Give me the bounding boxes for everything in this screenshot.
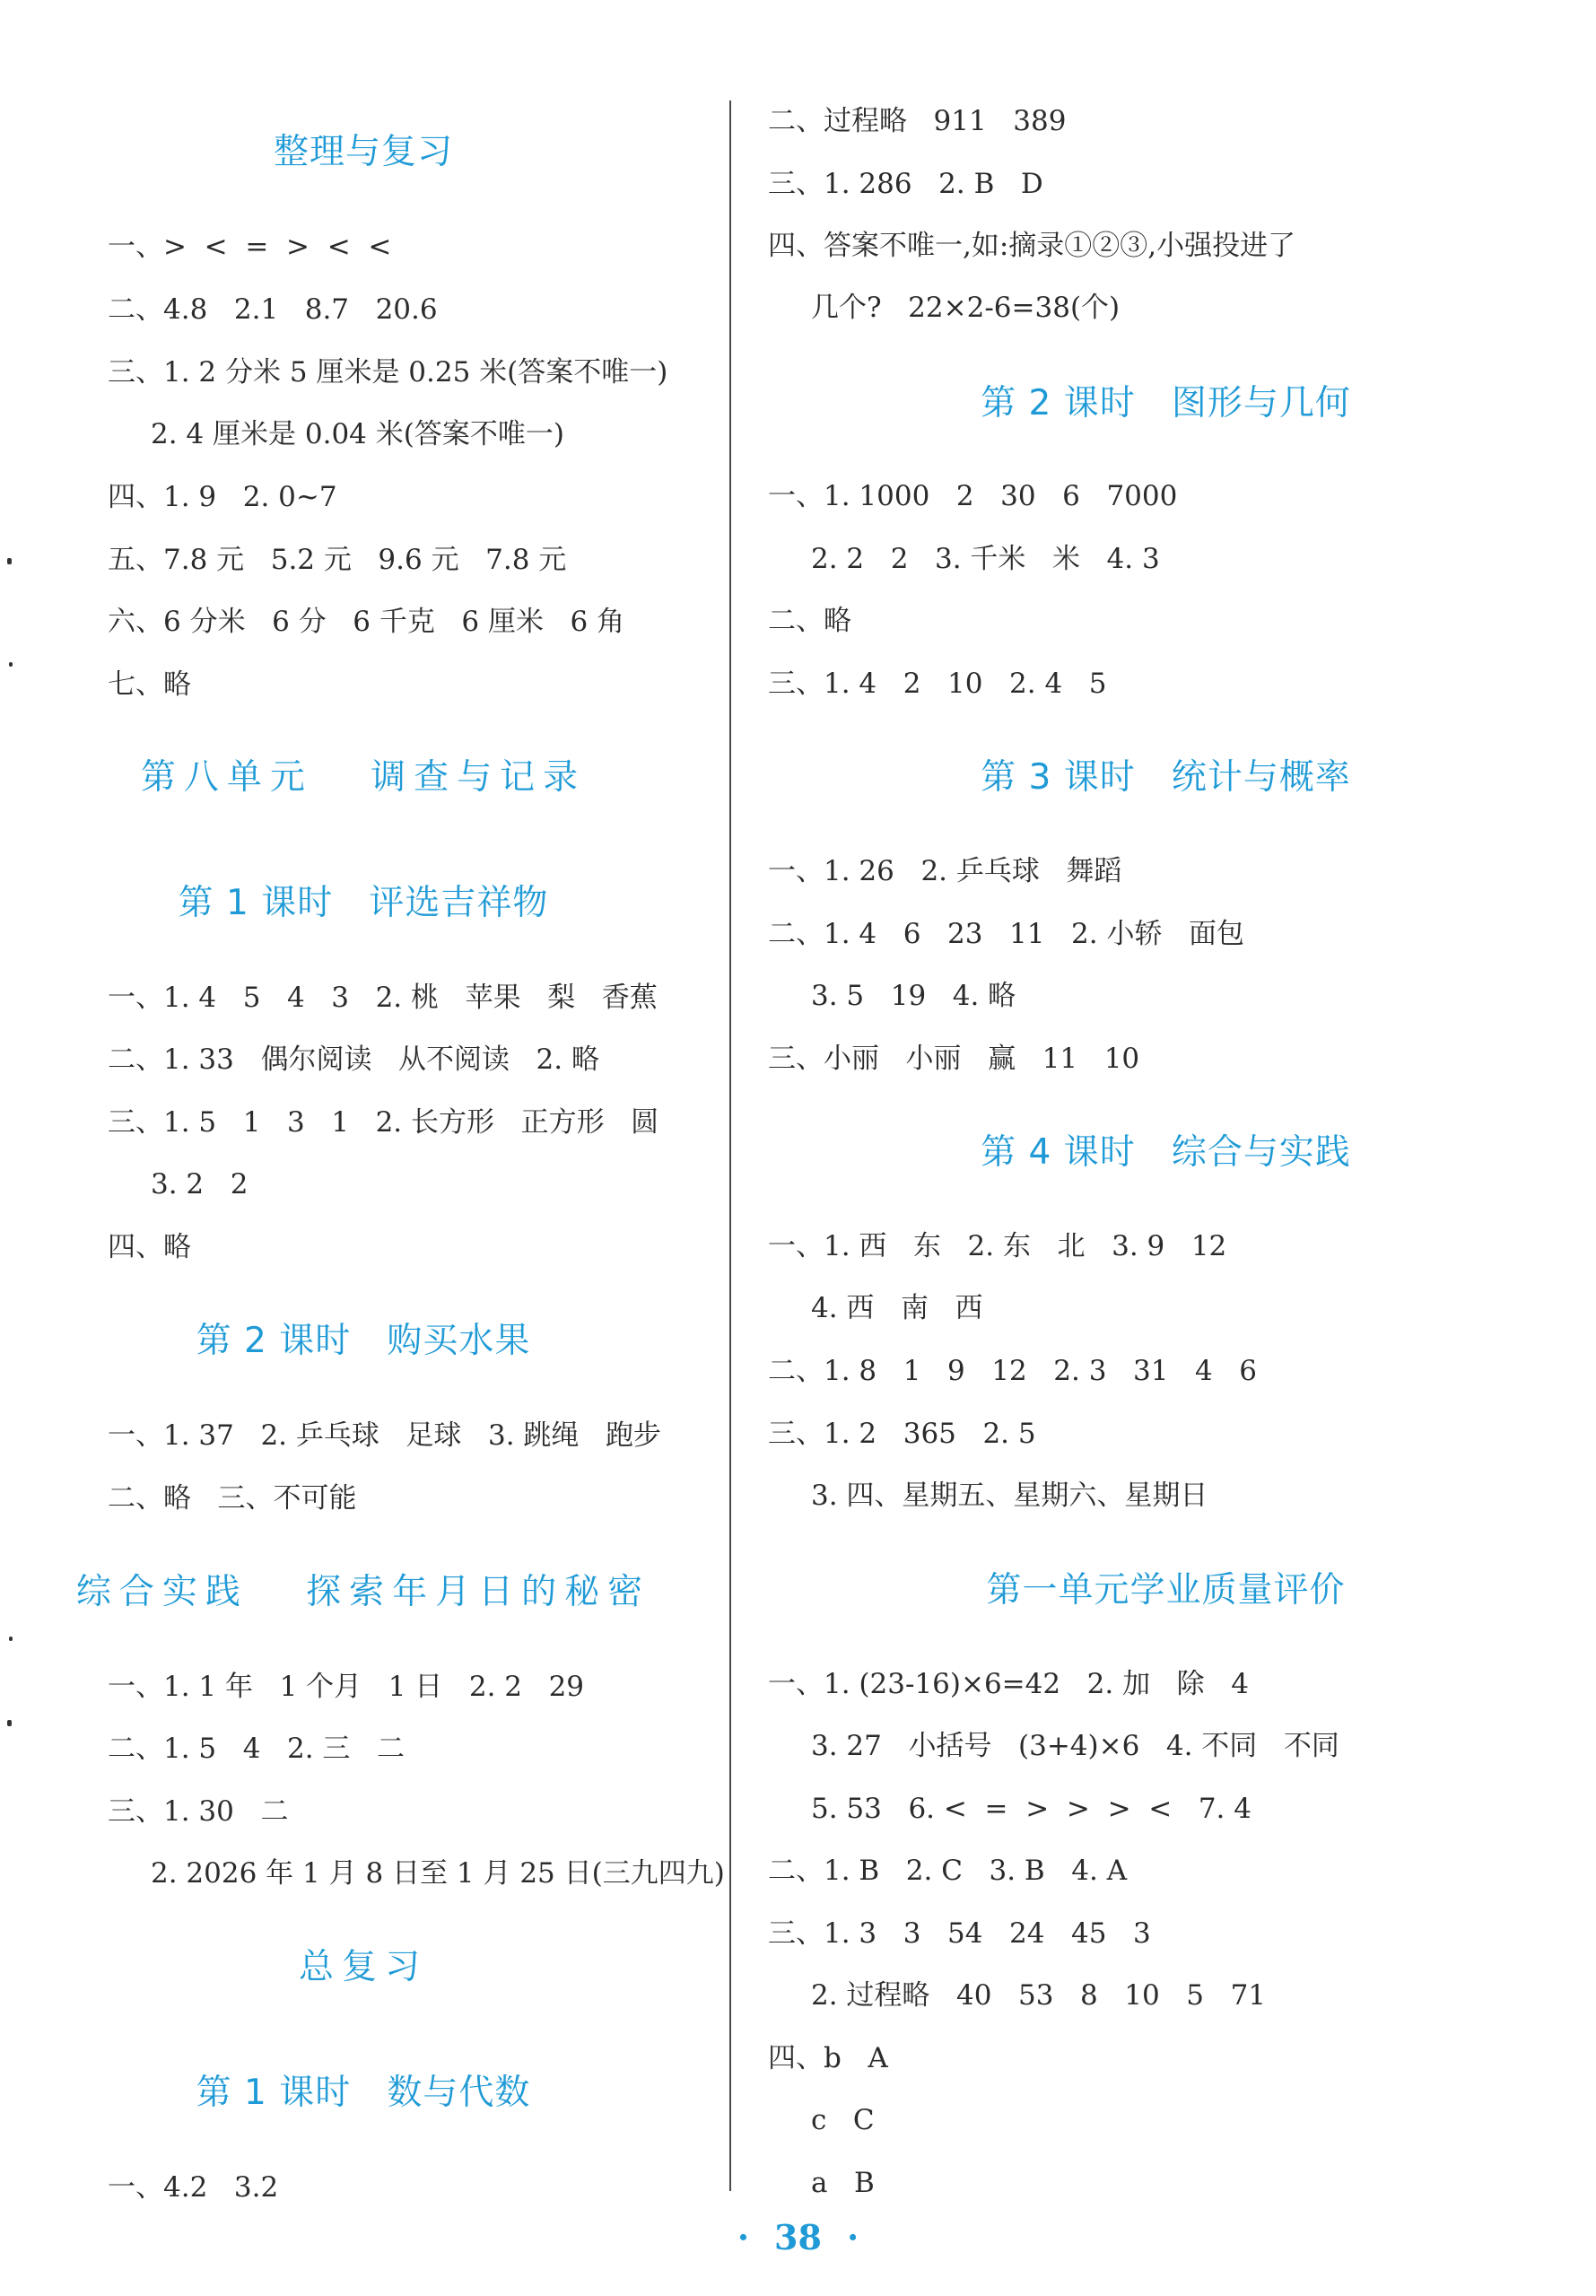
answer-line: 一、1. (23-16)×6=42 2. 加 除 4 (768, 1668, 1249, 1700)
answer-line: 一、4.2 3.2 (108, 2171, 279, 2204)
page-number (0, 2216, 1596, 2259)
answer-line: 二、1. 33 偶尔阅读 从不阅读 2. 略 (108, 1043, 599, 1076)
answer-line: 三、1. 5 1 3 1 2. 长方形 正方形 圆 (108, 1106, 659, 1139)
answer-line: 3. 四、星期五、星期六、星期日 (811, 1480, 1208, 1512)
answer-line: 3. 2 2 (151, 1168, 249, 1200)
answer-line: 二、1. 5 4 2. 三 二 (108, 1733, 405, 1765)
section-heading: 第八单元 调查与记录 (140, 757, 587, 798)
section-heading: 第 4 课时 综合与实践 (981, 1132, 1351, 1173)
page-number-dot-right: · (846, 2217, 859, 2257)
answer-line: 四、1. 9 2. 0~7 (108, 481, 337, 513)
page-number-dot-left: · (737, 2217, 750, 2257)
column-divider (729, 100, 731, 2191)
answer-line: 3. 27 小括号 (3+4)×6 4. 不同 不同 (811, 1730, 1339, 1762)
answer-line: 七、略 (108, 668, 191, 701)
section-heading: 总复习 (298, 1947, 428, 1987)
answer-line: 五、7.8 元 5.2 元 9.6 元 7.8 元 (108, 544, 567, 576)
answer-line: 二、4.8 2.1 8.7 20.6 (108, 293, 438, 326)
answer-line: 3. 5 19 4. 略 (811, 980, 1016, 1012)
answer-line: 一、1. 4 5 4 3 2. 桃 苹果 梨 香蕉 (108, 982, 658, 1014)
answer-line: 二、1. 4 6 23 11 2. 小轿 面包 (768, 918, 1245, 950)
answer-line: 三、1. 286 2. B D (768, 168, 1043, 200)
answer-line: c C (811, 2104, 875, 2136)
answer-line: 二、1. B 2. C 3. B 4. A (768, 1855, 1128, 1887)
answer-line: 5. 53 6. < = > > > < 7. 4 (811, 1793, 1252, 1825)
section-heading: 第 3 课时 统计与概率 (981, 757, 1351, 798)
answer-line: 三、1. 2 365 2. 5 (768, 1418, 1036, 1450)
answer-line: 三、1. 4 2 10 2. 4 5 (768, 668, 1107, 700)
answer-line: 三、1. 3 3 54 24 45 3 (768, 1917, 1151, 1950)
answer-line: 4. 西 南 西 (811, 1292, 983, 1324)
answer-line: 四、略 (108, 1231, 191, 1263)
answer-line: 2. 过程略 40 53 8 10 5 71 (811, 1979, 1267, 2012)
answer-line: 四、答案不唯一,如:摘录①②③,小强投进了 (768, 230, 1296, 262)
section-heading: 第 2 课时 购买水果 (196, 1321, 531, 1361)
section-heading: 第一单元学业质量评价 (986, 1570, 1346, 1611)
answer-line: 几个? 22×2-6=38(个) (811, 292, 1121, 324)
answer-line: 二、略 三、不可能 (108, 1482, 357, 1515)
scan-speck (7, 558, 12, 564)
answer-line: 一、1. 26 2. 乒乓球 舞蹈 (768, 855, 1122, 887)
answer-line: 二、1. 8 1 9 12 2. 3 31 4 6 (768, 1355, 1258, 1387)
answer-line: 一、1. 37 2. 乒乓球 足球 3. 跳绳 跑步 (108, 1419, 661, 1452)
answer-line: 二、过程略 911 389 (768, 105, 1067, 137)
answer-line: 六、6 分米 6 分 6 千克 6 厘米 6 角 (108, 606, 625, 638)
answer-line: 二、略 (768, 605, 851, 637)
answer-line: 三、1. 2 分米 5 厘米是 0.25 米(答案不唯一) (108, 356, 668, 388)
answer-line: 一、> < = > < < (108, 231, 392, 263)
answer-line: 一、1. 1 年 1 个月 1 日 2. 2 29 (108, 1671, 585, 1703)
section-heading: 综合实践 探索年月日的秘密 (75, 1572, 651, 1612)
answer-line: a B (811, 2167, 875, 2199)
scan-speck (9, 662, 13, 667)
answer-line: 2. 2 2 3. 千米 米 4. 3 (811, 543, 1160, 575)
scan-speck (7, 1720, 12, 1726)
answer-line: 四、b A (768, 2042, 888, 2074)
section-heading: 第 1 课时 数与代数 (196, 2073, 531, 2113)
answer-line: 三、小丽 小丽 赢 11 10 (768, 1043, 1140, 1075)
section-heading: 整理与复习 (273, 132, 453, 172)
answer-line: 2. 4 厘米是 0.04 米(答案不唯一) (151, 418, 564, 450)
answer-line: 三、1. 30 二 (108, 1795, 289, 1828)
answer-line: 一、1. 1000 2 30 6 7000 (768, 480, 1178, 512)
page-number-value: 38 (774, 2217, 822, 2257)
answer-line: 一、1. 西 东 2. 东 北 3. 9 12 (768, 1230, 1227, 1262)
answer-line: 2. 2026 年 1 月 8 日至 1 月 25 日(三九四九) (151, 1857, 725, 1890)
scan-speck (9, 1637, 13, 1641)
section-heading: 第 1 课时 评选吉祥物 (178, 883, 549, 923)
section-heading: 第 2 课时 图形与几何 (981, 383, 1351, 423)
